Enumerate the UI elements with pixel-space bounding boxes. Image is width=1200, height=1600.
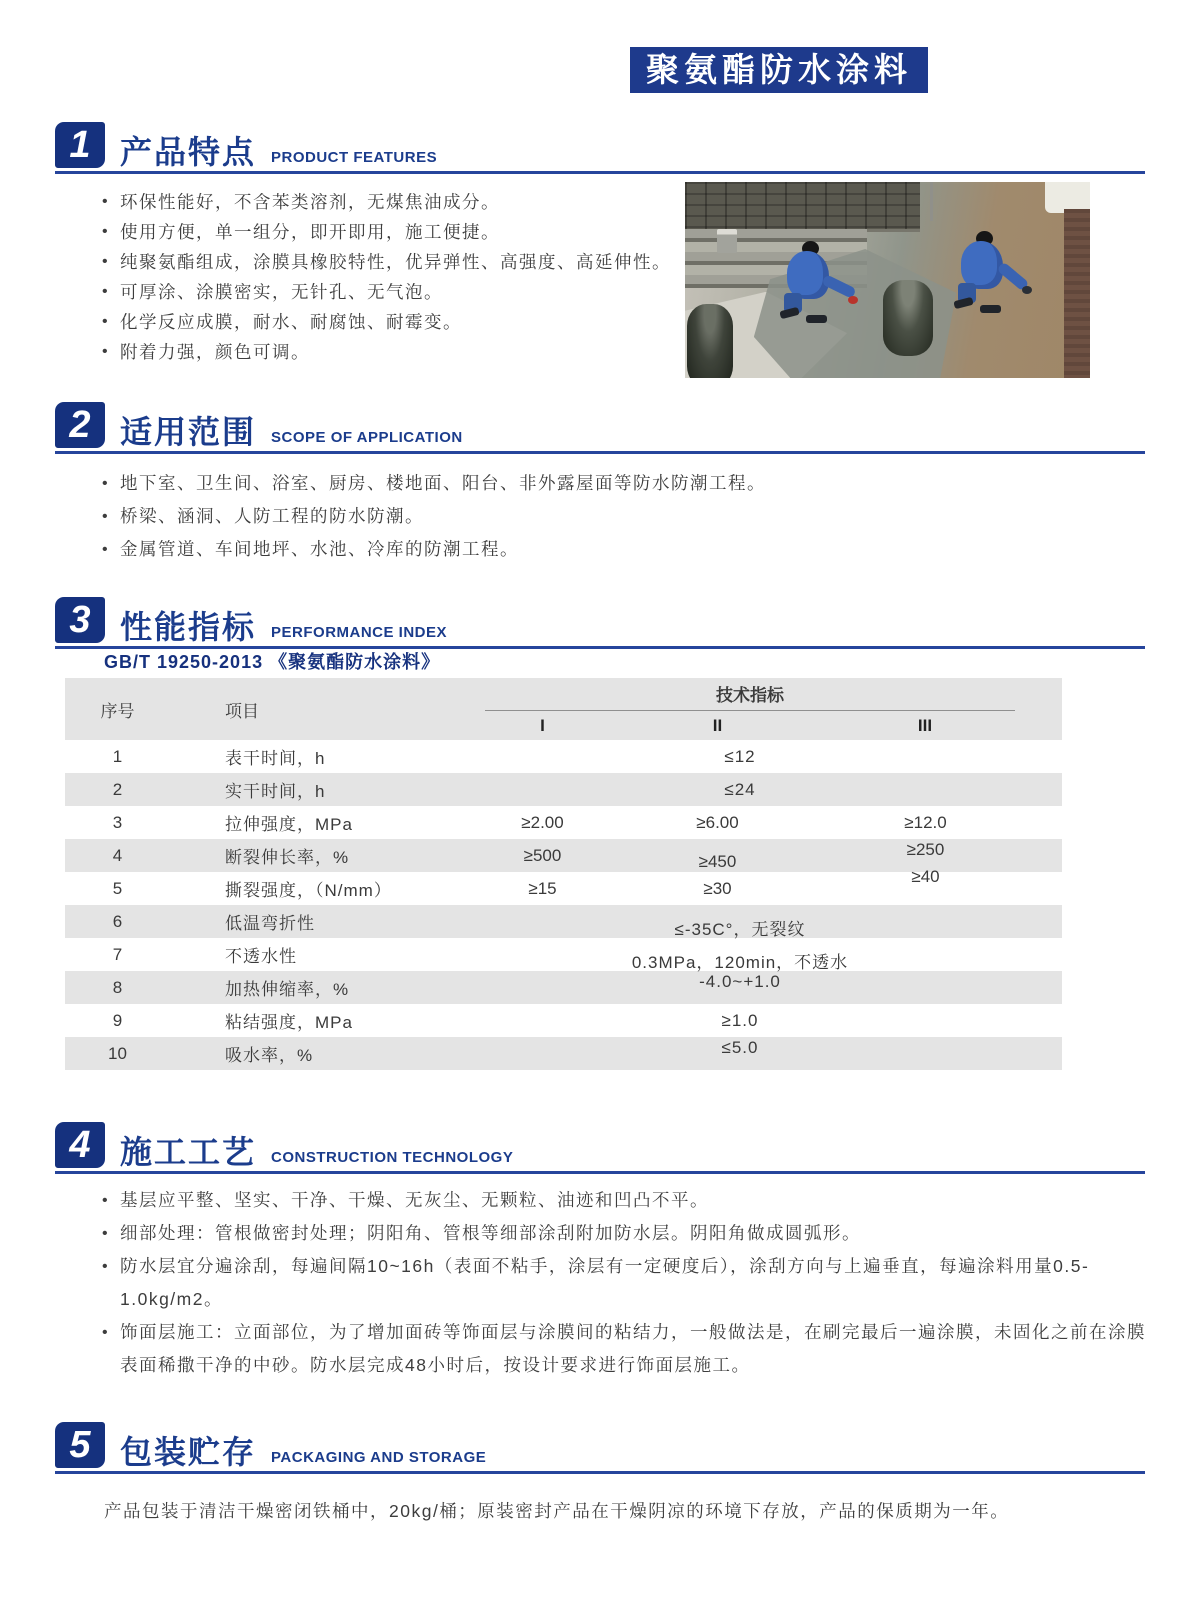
bullet-dot-icon: • — [102, 313, 110, 330]
feature-item: • 环保性能好，不含苯类溶剂，无煤焦油成分。 — [102, 187, 671, 217]
construction-steps-list — [102, 1184, 1154, 1382]
construction-item: • 饰面层施工：立面部位，为了增加面砖等饰面层与涂膜间的粘结力，一般做法是，在刷完最后一遍涂膜，未固化之前在涂膜表面稀撒干净的中砂。防水层完成48小时后，按设计要求进行饰面层施工。 — [102, 1316, 1154, 1382]
feature-item: • 化学反应成膜，耐水、耐腐蚀、耐霉变。 — [102, 307, 671, 337]
section-2-header — [55, 402, 1145, 454]
scope-list — [102, 467, 766, 566]
table-row: 1 表干时间，h ≤12 — [112, 746, 756, 768]
section-5-title-en: PACKAGING AND STORAGE — [271, 1449, 487, 1466]
tech-index-label: 技术指标 — [716, 686, 784, 705]
bullet-dot-icon: • — [102, 541, 110, 558]
table-header — [65, 678, 1062, 740]
section-1-number: 1 — [55, 122, 105, 168]
section-5-number: 5 — [55, 1422, 105, 1468]
grade-1-header: I — [540, 715, 545, 735]
packaging-storage-paragraph: 产品包装于清洁干燥密闭铁桶中，20kg/桶；原装密封产品在干燥阴凉的环境下存放，产品的保质期为一年。 — [104, 1501, 1010, 1521]
table-row: 3 拉伸强度，MPa ≥2.00 ≥6.00 ≥12.0 — [112, 812, 947, 834]
table-row: 8 加热伸缩率，% -4.0~+1.0 — [65, 971, 1062, 1004]
section-3-header — [55, 597, 1145, 649]
bullet-dot-icon: • — [102, 343, 110, 360]
feature-item: • 纯聚氨酯组成，涂膜具橡胶特性，优异弹性、高强度、高延伸性。 — [102, 247, 671, 277]
section-5-title-zh: 包装贮存 — [120, 1434, 257, 1470]
grade-2-header: II — [712, 715, 723, 735]
bullet-dot-icon: • — [102, 508, 110, 525]
feature-item: • 使用方便，单一组分，即开即用，施工便捷。 — [102, 217, 671, 247]
table-row: 5 撕裂强度，（N/mm） ≥15 ≥30 ≥40 — [112, 866, 940, 900]
grade-3-header: III — [917, 715, 933, 735]
construction-item: • 防水层宜分遍涂刮，每遍间隔10~16h（表面不粘手，涂层有一定硬度后），涂刮方向与上遍垂直，每遍涂料用量0.5-1.0kg/m2。 — [102, 1250, 1154, 1316]
section-2-title-zh: 适用范围 — [120, 414, 257, 450]
worker-figure — [952, 231, 1030, 323]
scope-item: • 桥梁、涵洞、人防工程的防水防潮。 — [102, 500, 766, 533]
bullet-dot-icon: • — [102, 283, 110, 300]
bullet-dot-icon: • — [102, 223, 110, 240]
pole — [930, 182, 933, 221]
section-4-header — [55, 1122, 1145, 1174]
construction-item: • 细部处理：管根做密封处理；阴阳角、管根等细部涂刮附加防水层。阴阳角做成圆弧形。 — [102, 1217, 1154, 1250]
table-row: 7 不透水性 0.3MPa，120min，不透水 — [112, 944, 849, 972]
feature-item: • 可厚涂、涂膜密实，无针孔、无气泡。 — [102, 277, 671, 307]
section-2-title-en: SCOPE OF APPLICATION — [271, 429, 463, 446]
roof-border — [1064, 209, 1090, 378]
paint-bucket — [717, 229, 737, 253]
bullet-dot-icon: • — [102, 475, 110, 492]
table-row: 10 吸水率，% ≤5.0 — [65, 1037, 1062, 1070]
table-row: 2 实干时间，h ≤24 — [65, 773, 1062, 806]
section-5-header — [55, 1422, 1145, 1474]
product-features-list — [102, 187, 671, 367]
section-3-number: 3 — [55, 597, 105, 643]
application-photo — [685, 182, 1090, 378]
col-item-header: 项目 — [225, 701, 259, 721]
table-row: 4 断裂伸长率，% ≥500 ≥450 ≥250 — [65, 839, 1062, 872]
feature-item: • 附着力强，颜色可调。 — [102, 337, 671, 367]
scope-item: • 金属管道、车间地坪、水池、冷库的防潮工程。 — [102, 533, 766, 566]
section-3-title-zh: 性能指标 — [120, 609, 257, 645]
worker-figure — [778, 241, 856, 333]
section-2-number: 2 — [55, 402, 105, 448]
bullet-dot-icon: • — [102, 1192, 110, 1209]
scope-item: • 地下室、卫生间、浴室、厨房、楼地面、阳台、非外露屋面等防水防潮工程。 — [102, 467, 766, 500]
coating-barrel — [883, 280, 933, 356]
stone-wall — [685, 182, 920, 232]
col-index-header: 序号 — [100, 701, 135, 721]
section-4-title-zh: 施工工艺 — [120, 1134, 257, 1170]
bullet-dot-icon: • — [102, 1258, 110, 1275]
product-title-banner: 聚氨酯防水涂料 — [630, 47, 928, 93]
section-1-title-zh: 产品特点 — [120, 134, 257, 170]
bullet-dot-icon: • — [102, 1225, 110, 1242]
table-row: 9 粘结强度，MPa ≥1.0 — [112, 1010, 759, 1032]
bullet-dot-icon: • — [102, 1324, 110, 1341]
section-4-title-en: CONSTRUCTION TECHNOLOGY — [271, 1149, 514, 1166]
col-tech-header — [485, 678, 1015, 740]
coating-barrel — [687, 304, 733, 378]
grade-subheaders — [485, 711, 1015, 740]
standard-reference: GB/T 19250-2013 《聚氨酯防水涂料》 — [104, 652, 441, 672]
table-row: 6 低温弯折性 ≤-35C°，无裂纹 — [65, 905, 1062, 938]
section-1-header — [55, 122, 1145, 174]
section-4-number: 4 — [55, 1122, 105, 1168]
performance-index-table — [65, 678, 1062, 1070]
construction-item: • 基层应平整、坚实、干净、干燥、无灰尘、无颗粒、油迹和凹凸不平。 — [102, 1184, 1154, 1217]
bullet-dot-icon: • — [102, 253, 110, 270]
section-1-title-en: PRODUCT FEATURES — [271, 149, 438, 166]
bullet-dot-icon: • — [102, 193, 110, 210]
section-3-title-en: PERFORMANCE INDEX — [271, 624, 448, 641]
